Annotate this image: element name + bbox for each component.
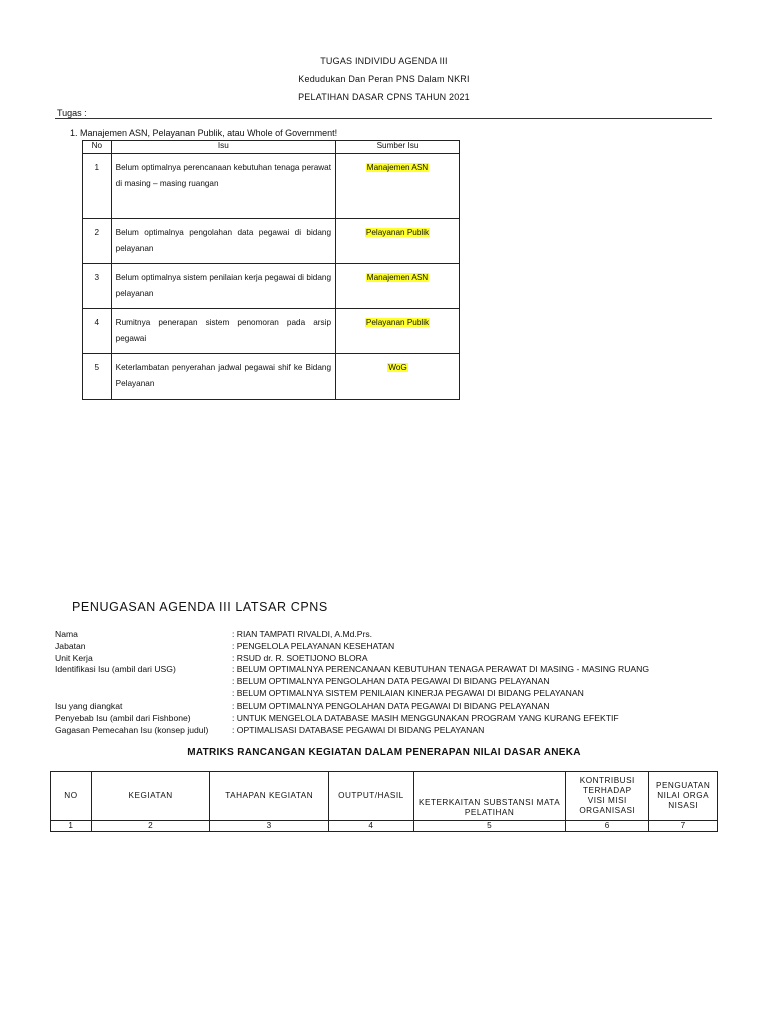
matrix-number: 7 bbox=[649, 821, 718, 832]
field-label: Isu yang diangkat bbox=[55, 701, 123, 711]
row-no: 1 bbox=[83, 154, 112, 219]
matrix-header: PENGUATAN NILAI ORGANISASI bbox=[649, 772, 718, 821]
matrix-header: OUTPUT/HASIL bbox=[328, 772, 413, 821]
matrix-header: KETERKAITAN SUBSTANSI MATA PELATIHAN bbox=[413, 772, 565, 821]
tugas-label: Tugas : bbox=[57, 108, 87, 118]
row-sumber bbox=[336, 264, 460, 309]
doc-subtitle: Kedudukan Dan Peran PNS Dalam NKRI bbox=[298, 74, 470, 84]
section-title: PENUGASAN AGENDA III LATSAR CPNS bbox=[72, 600, 328, 614]
doc-subtitle-2: PELATIHAN DASAR CPNS TAHUN 2021 bbox=[298, 92, 470, 102]
matrix-number: 4 bbox=[328, 821, 413, 832]
table-row bbox=[83, 309, 460, 354]
field-value: : PENGELOLA PELAYANAN KESEHATAN bbox=[232, 641, 395, 651]
table-row bbox=[83, 354, 460, 400]
matrix-header: NO bbox=[51, 772, 92, 821]
row-isu: Rumitnya penerapan sistem penomoran pada arsip pegawai bbox=[111, 309, 335, 354]
field-label: Identifikasi Isu (ambil dari USG) bbox=[55, 664, 176, 674]
field-value: : BELUM OPTIMALNYA PENGOLAHAN DATA PEGAWAI DI BIDANG PELAYANAN bbox=[232, 701, 550, 711]
field-value: : OPTIMALISASI DATABASE PEGAWAI DI BIDANG PELAYANAN bbox=[232, 725, 485, 735]
row-no: 5 bbox=[83, 354, 112, 400]
row-isu: Belum optimalnya perencanaan kebutuhan tenaga perawat di masing – masing ruangan bbox=[111, 154, 335, 219]
field-label: Nama bbox=[55, 629, 78, 639]
field-label: Gagasan Pemecahan Isu (konsep judul) bbox=[55, 725, 209, 735]
row-sumber bbox=[336, 154, 460, 219]
tugas-item: 1. Manajemen ASN, Pelayanan Publik, atau Whole of Government! bbox=[70, 128, 338, 138]
field-value: : RSUD dr. R. SOETIJONO BLORA bbox=[232, 653, 368, 663]
matrix-header: TAHAPAN KEGIATAN bbox=[210, 772, 329, 821]
matrix-number: 1 bbox=[51, 821, 92, 832]
header-sumber: Sumber Isu bbox=[336, 141, 460, 154]
table-row bbox=[83, 264, 460, 309]
row-no: 2 bbox=[83, 219, 112, 264]
doc-title: TUGAS INDIVIDU AGENDA III bbox=[320, 56, 448, 66]
row-sumber bbox=[336, 219, 460, 264]
source-highlight: WoG bbox=[388, 363, 407, 372]
row-sumber bbox=[336, 309, 460, 354]
divider bbox=[55, 118, 712, 119]
field-value: : BELUM OPTIMALNYA SISTEM PENILAIAN KINERJA PEGAWAI DI BIDANG PELAYANAN bbox=[232, 688, 584, 698]
row-isu: Belum optimalnya sistem penilaian kerja pegawai di bidang pelayanan bbox=[111, 264, 335, 309]
matrix-number: 6 bbox=[566, 821, 649, 832]
header-no: No bbox=[83, 141, 112, 154]
row-sumber bbox=[336, 354, 460, 400]
field-value: : BELUM OPTIMALNYA PENGOLAHAN DATA PEGAWAI DI BIDANG PELAYANAN bbox=[232, 676, 550, 686]
source-highlight: Pelayanan Publik bbox=[365, 228, 430, 237]
source-highlight: Manajemen ASN bbox=[366, 163, 429, 172]
field-value: : BELUM OPTIMALNYA PERENCANAAN KEBUTUHAN TENAGA PERAWAT DI MASING - MASING RUANG bbox=[232, 664, 650, 674]
source-highlight: Pelayanan Publik bbox=[365, 318, 430, 327]
matrix-number: 3 bbox=[210, 821, 329, 832]
issue-table-header bbox=[83, 141, 460, 154]
matrix-number: 5 bbox=[413, 821, 565, 832]
row-no: 4 bbox=[83, 309, 112, 354]
matrix-header: KEGIATAN bbox=[91, 772, 210, 821]
matrix-title: MATRIKS RANCANGAN KEGIATAN DALAM PENERAPAN NILAI DASAR ANEKA bbox=[187, 747, 581, 758]
source-highlight: Manajemen ASN bbox=[366, 273, 429, 282]
field-value: : UNTUK MENGELOLA DATABASE MASIH MENGGUNAKAN PROGRAM YANG KURANG EFEKTIF bbox=[232, 713, 619, 723]
matrix-header: KONTRIBUSI TERHADAP VISI MISI ORGANISASI bbox=[566, 772, 649, 821]
header-isu: Isu bbox=[111, 141, 335, 154]
matrix-header-row bbox=[51, 772, 718, 821]
table-row bbox=[83, 219, 460, 264]
field-label: Penyebab Isu (ambil dari Fishbone) bbox=[55, 713, 191, 723]
matrix-table bbox=[50, 771, 718, 832]
field-label: Unit Kerja bbox=[55, 653, 93, 663]
matrix-number-row bbox=[51, 821, 718, 832]
field-value: : RIAN TAMPATI RIVALDI, A.Md.Prs. bbox=[232, 629, 373, 639]
field-label: Jabatan bbox=[55, 641, 86, 651]
issue-table bbox=[82, 140, 460, 400]
table-row bbox=[83, 154, 460, 219]
row-isu: Keterlambatan penyerahan jadwal pegawai shif ke Bidang Pelayanan bbox=[111, 354, 335, 400]
row-isu: Belum optimalnya pengolahan data pegawai di bidang pelayanan bbox=[111, 219, 335, 264]
matrix-number: 2 bbox=[91, 821, 210, 832]
row-no: 3 bbox=[83, 264, 112, 309]
